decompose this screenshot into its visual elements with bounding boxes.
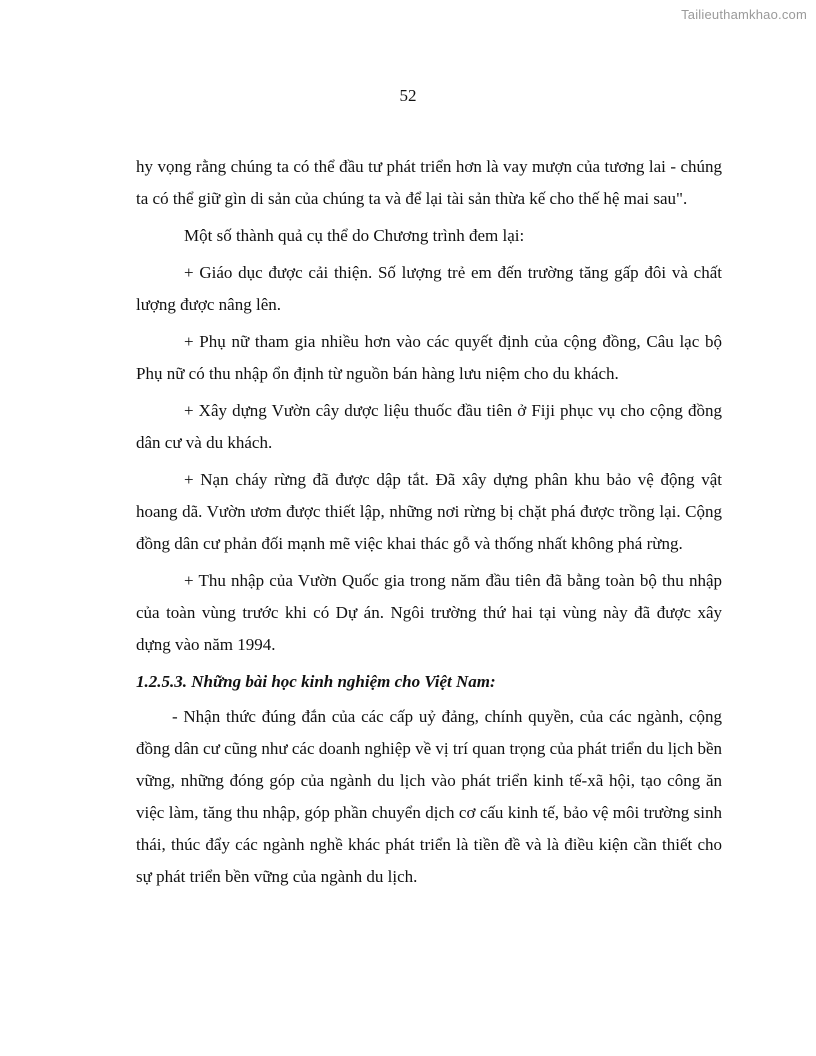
paragraph-education: + Giáo dục được cải thiện. Số lượng trẻ em đến trường tăng gấp đôi và chất lượng được nâng lên. [136, 263, 722, 314]
watermark: Tailieuthamkhao.com [681, 7, 807, 22]
paragraph-income: + Thu nhập của Vườn Quốc gia trong năm đầu tiên đã bằng toàn bộ thu nhập của toàn vùng trước khi có Dự án. Ngôi trường thứ hai tại vùng này đã được xây dựng vào năm 1994. [136, 571, 722, 654]
section-heading: 1.2.5.3. Những bài học kinh nghiệm cho Việt Nam: [136, 672, 496, 691]
paragraph-forest: + Nạn cháy rừng đã được dập tắt. Đã xây dựng phân khu bảo vệ động vật hoang dã. Vườn ươm được thiết lập, những nơi rừng bị chặt phá được trồng lại. Cộng đồng dân cư phản đối mạnh mẽ việc khai thác gỗ và thống nhất không phá rừng. [136, 470, 722, 553]
document-body [136, 151, 722, 898]
paragraph-women: + Phụ nữ tham gia nhiều hơn vào các quyết định của cộng đồng, Câu lạc bộ Phụ nữ có thu nhập ổn định từ nguồn bán hàng lưu niệm cho du khách. [136, 332, 722, 383]
paragraph-medicinal-garden: + Xây dựng Vườn cây dược liệu thuốc đầu tiên ở Fiji phục vụ cho cộng đồng dân cư và du khách. [136, 401, 722, 452]
paragraph-lessons: - Nhận thức đúng đắn của các cấp uỷ đảng, chính quyền, của các ngành, cộng đồng dân cư cũng như các doanh nghiệp về vị trí quan trọng của phát triển du lịch bền vững, những đóng góp của ngành du lịch vào phát triển kinh tế-xã hội, tạo công ăn việc làm, tăng thu nhập, góp phần chuyển dịch cơ cấu kinh tế, bảo vệ môi trường sinh thái, thúc đẩy các ngành nghề khác phát triển là tiền đề và là điều kiện cần thiết cho sự phát triển bền vững của ngành du lịch. [136, 707, 722, 886]
paragraph-results-intro: Một số thành quả cụ thể do Chương trình đem lại: [184, 226, 525, 245]
paragraph-continuation: hy vọng rằng chúng ta có thể đầu tư phát triển hơn là vay mượn của tương lai - chúng ta có thể giữ gìn di sản của chúng ta và để lại tài sản thừa kế cho thế hệ mai sau". [136, 157, 722, 208]
page-number: 52 [399, 86, 417, 105]
